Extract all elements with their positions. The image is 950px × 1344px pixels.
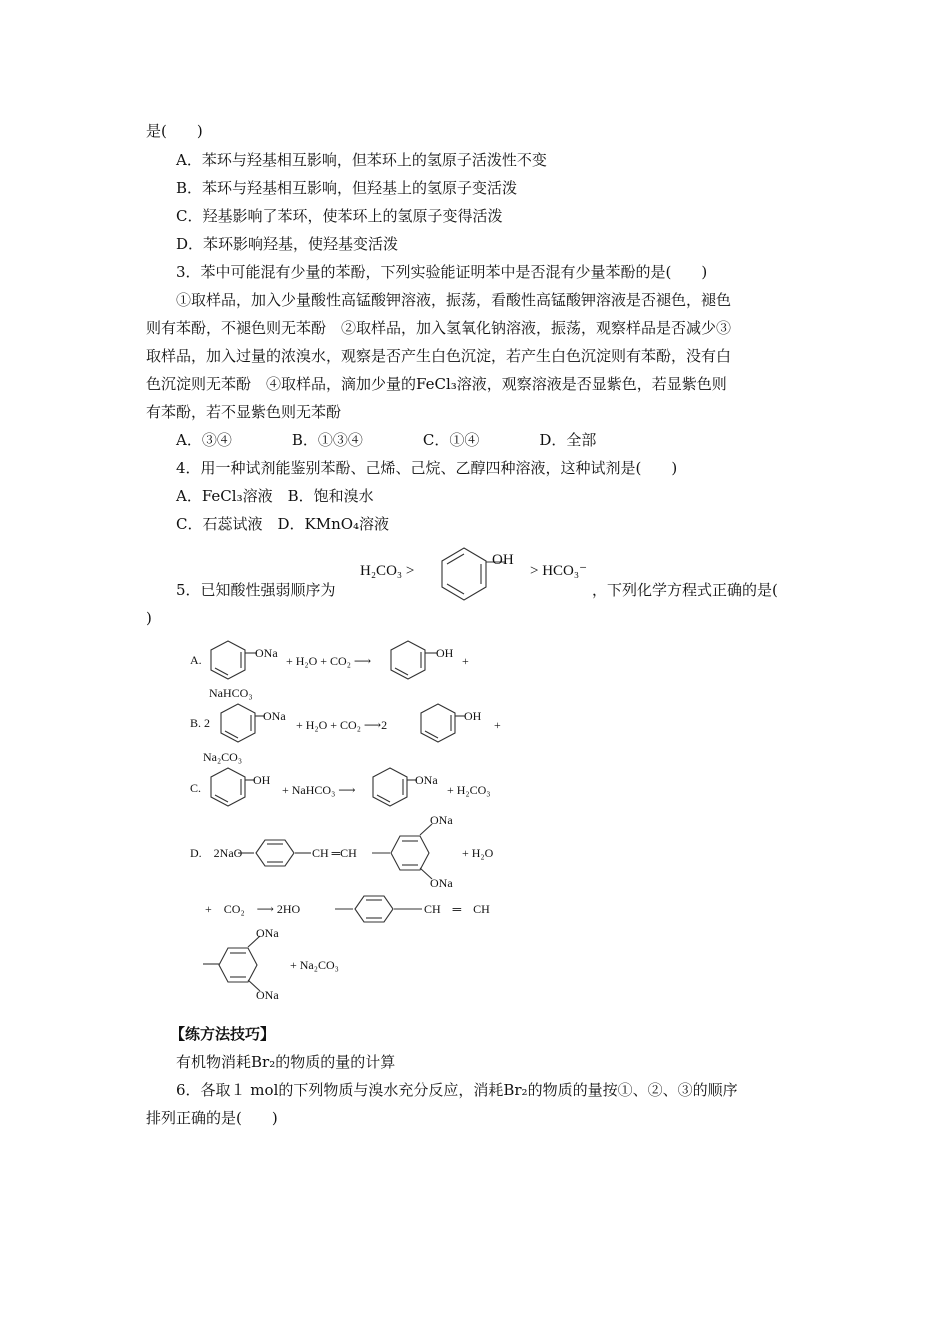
formula-plus: + <box>462 654 469 668</box>
formula-oh: OH <box>492 552 514 568</box>
question-3-body: 取样品，加入过量的浓溴水，观察是否产生白色沉淀，若产生白色沉淀则有苯酚，没有白 <box>146 347 732 365</box>
section-subtitle: 有机物消耗Br₂的物质的量的计算 <box>176 1053 396 1071</box>
option-a-label: A. <box>190 653 202 667</box>
benzene-ring-icon <box>436 546 492 602</box>
option-2d: D．苯环影响羟基，使羟基变活泼 <box>176 235 399 253</box>
formula-water: + H₂O <box>462 846 494 860</box>
benzene-ring-icon <box>218 703 258 743</box>
option-c-label: C. <box>190 781 202 795</box>
formula-reactants: + H₂O + CO₂ ⟶ <box>286 654 372 668</box>
formula-product: + Na₂CO₃ <box>290 958 339 972</box>
question-6-tail: 排列正确的是( ) <box>146 1109 278 1127</box>
formula-vinylene: CH ═CH <box>312 846 357 860</box>
formula-oh: OH <box>253 773 271 787</box>
formula-plus: + <box>494 718 501 732</box>
option-4cd: C．石蕊试液 D．KMnO₄溶液 <box>176 515 390 533</box>
option-2b: B．苯环与羟基相互影响，但羟基上的氢原子变活泼 <box>176 179 518 197</box>
question-3-options: A．③④ B．①③④ C．①④ D．全部 <box>176 431 597 449</box>
option-d-label: D. 2NaO <box>190 846 243 860</box>
formula-ona: ONa <box>255 646 278 660</box>
formula-hco3: > HCO₃⁻ <box>530 563 588 579</box>
benzene-ring-icon <box>255 838 295 868</box>
question-3-body: 有苯酚，若不显紫色则无苯酚 <box>146 403 342 421</box>
option-4ab: A．FeCl₃溶液 B．饱和溴水 <box>176 487 374 505</box>
section-heading: 【练方法技巧】 <box>170 1025 276 1043</box>
question-3-body: 则有苯酚，不褪色则无苯酚 ②取样品，加入氢氧化钠溶液，振荡，观察样品是否减少③ <box>146 319 732 337</box>
formula-h2co3: H₂CO₃ > <box>360 563 415 579</box>
formula-ona: ONa <box>430 876 453 890</box>
question-3-body: ①取样品，加入少量酸性高锰酸钾溶液，振荡，看酸性高锰酸钾溶液是否褪色，褪色 <box>176 291 732 309</box>
text-line: 是( ) <box>146 122 203 140</box>
benzene-ring-icon <box>388 640 428 680</box>
formula-product: Na₂CO₃ <box>203 750 243 764</box>
benzene-ring-icon <box>418 703 458 743</box>
question-4: 4．用一种试剂能鉴别苯酚、己烯、己烷、乙醇四种溶液，这种试剂是( ) <box>176 459 678 477</box>
formula-oh: OH <box>464 709 482 723</box>
formula-ona: ONa <box>256 988 279 1002</box>
option-2a: A．苯环与羟基相互影响，但苯环上的氢原子活泼性不变 <box>176 151 547 169</box>
question-5-close: ) <box>146 609 152 627</box>
benzene-ring-icon <box>208 767 248 807</box>
question-5: 5．已知酸性强弱顺序为 <box>176 581 336 599</box>
formula-ona: ONa <box>415 773 438 787</box>
formula-reactants: + H₂O + CO₂ ⟶2 <box>296 718 388 732</box>
formula-ona: ONa <box>263 709 286 723</box>
option-2c: C．羟基影响了苯环，使苯环上的氢原子变得活泼 <box>176 207 503 225</box>
formula-ona: ONa <box>430 813 453 827</box>
formula-ona: ONa <box>256 926 279 940</box>
question-3: 3．苯中可能混有少量的苯酚，下列实验能证明苯中是否混有少量苯酚的是( ) <box>176 263 708 281</box>
question-6: 6．各取１ mol的下列物质与溴水充分反应，消耗Br₂的物质的量按①、②、③的顺序 <box>176 1081 738 1099</box>
option-b-label: B. 2 <box>190 716 211 730</box>
benzene-ring-icon <box>370 767 410 807</box>
question-3-body: 色沉淀则无苯酚 ④取样品，滴加少量的FeCl₃溶液，观察溶液是否显紫色，若显紫色则 <box>146 375 727 393</box>
formula-product: NaHCO₃ <box>209 686 253 700</box>
formula-reactants: + CO₂ ⟶ 2HO <box>205 902 301 916</box>
formula-product: + H₂CO₃ <box>447 783 491 797</box>
formula-vinylene: CH ═ CH <box>424 902 490 916</box>
benzene-ring-icon <box>354 894 394 924</box>
benzene-ring-icon <box>208 640 248 680</box>
formula-reactants: + NaHCO₃ ⟶ <box>282 783 356 797</box>
question-5-tail: ，下列化学方程式正确的是( <box>592 581 778 599</box>
formula-oh: OH <box>436 646 454 660</box>
